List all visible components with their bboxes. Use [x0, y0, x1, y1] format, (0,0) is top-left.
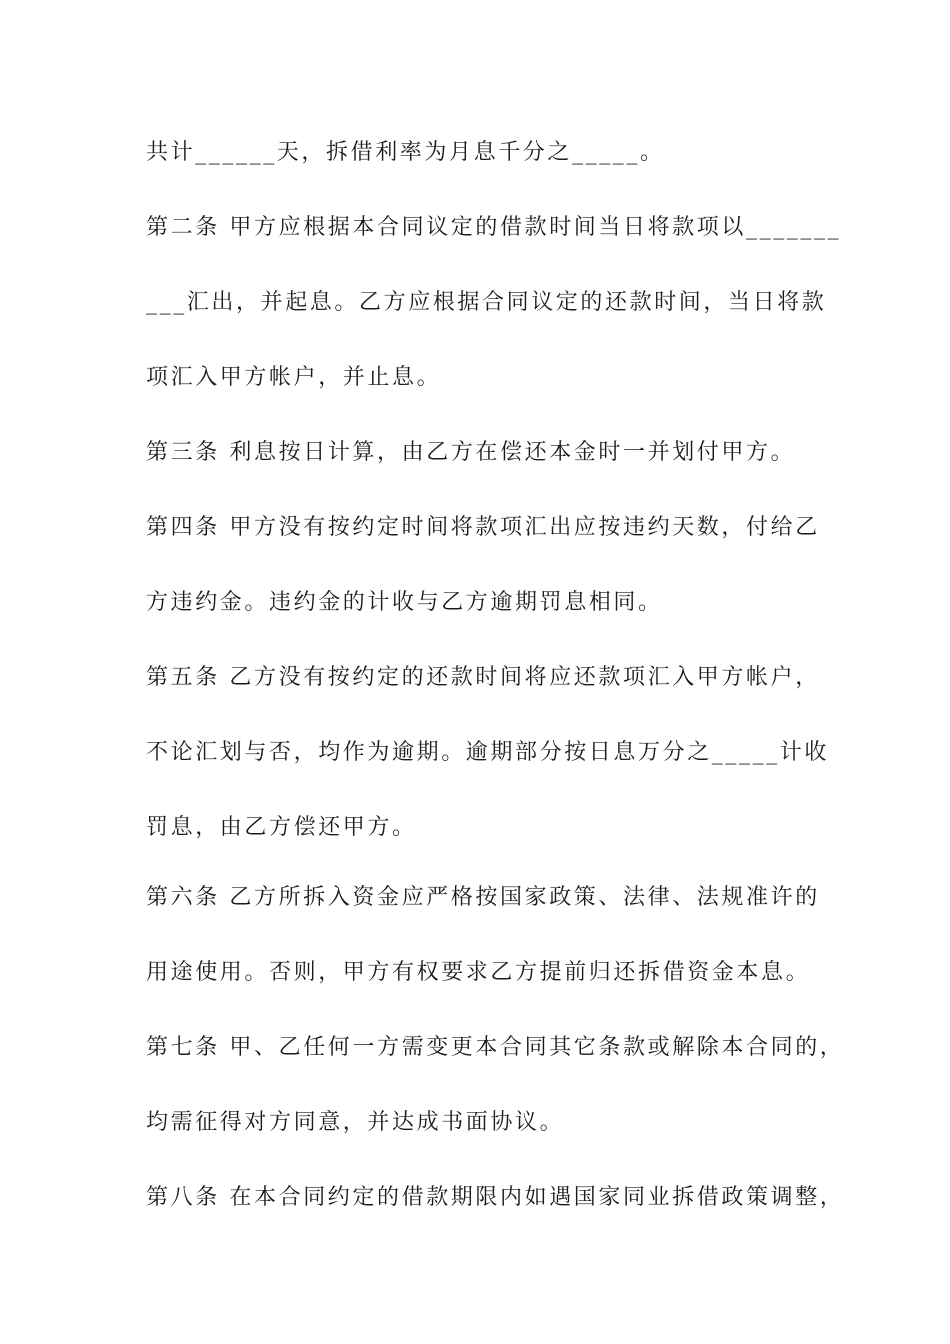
text-line: 用途使用。否则，甲方有权要求乙方提前归还拆借资金本息。: [146, 960, 811, 985]
text-line: ___汇出，并起息。乙方应根据合同议定的还款时间，当日将款: [146, 290, 827, 315]
text-line: 不论汇划与否，均作为逾期。逾期部分按日息万分之_____计收: [146, 740, 830, 765]
text-line: 第七条 甲、乙任何一方需变更本合同其它条款或解除本合同的，: [146, 1035, 845, 1060]
text-line: 第八条 在本合同约定的借款期限内如遇国家同业拆借政策调整，: [146, 1185, 845, 1210]
text-line: 项汇入甲方帐户，并止息。: [146, 365, 442, 390]
text-line: 罚息，由乙方偿还甲方。: [146, 815, 417, 840]
text-line: 方违约金。违约金的计收与乙方逾期罚息相同。: [146, 590, 663, 615]
text-line: 均需征得对方同意，并达成书面协议。: [146, 1110, 565, 1135]
text-line: 共计______天，拆借利率为月息千分之_____。: [146, 140, 665, 165]
text-line: 第四条 甲方没有按约定时间将款项汇出应按违约天数，付给乙: [146, 515, 820, 540]
text-line: 第三条 利息按日计算，由乙方在偿还本金时一并划付甲方。: [146, 440, 796, 465]
text-line: 第六条 乙方所拆入资金应严格按国家政策、法律、法规准许的: [146, 885, 820, 910]
text-line: 第二条 甲方应根据本合同议定的借款时间当日将款项以_______: [146, 215, 842, 240]
text-line: 第五条 乙方没有按约定的还款时间将应还款项汇入甲方帐户，: [146, 665, 820, 690]
